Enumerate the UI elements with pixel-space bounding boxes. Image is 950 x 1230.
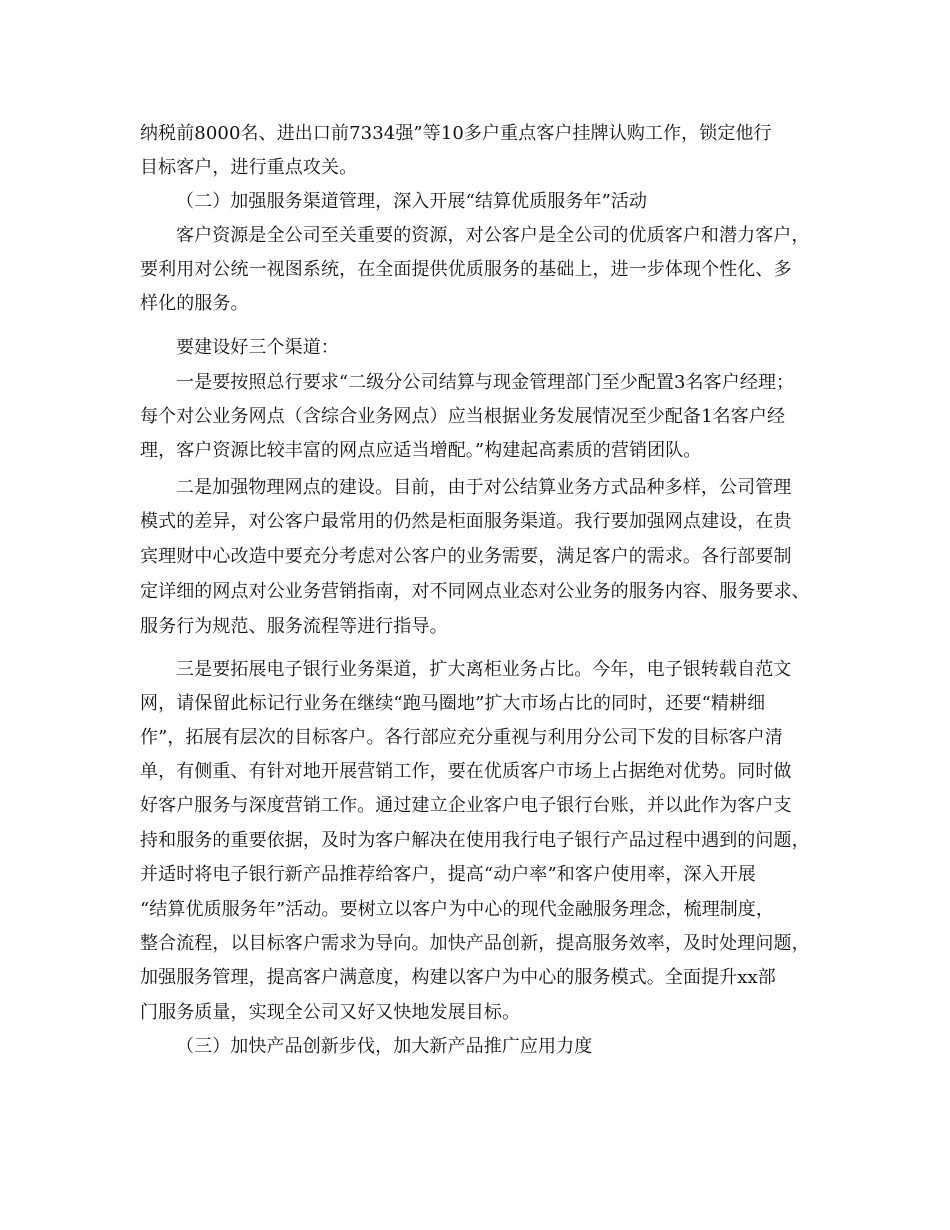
paragraph-line: 纳税前8000名、进出口前7334强”等10多户重点客户挂牌认购工作，锁定他行 — [140, 123, 772, 144]
paragraph-line: 定详细的网点对公业务营销指南，对不同网点业态对公业务的服务内容、服务要求、 — [140, 581, 810, 602]
paragraph-line: “结算优质服务年”活动。要树立以客户为中心的现代金融服务理念，梳理制度， — [140, 899, 775, 920]
paragraph-line: 目标客户，进行重点攻关。 — [140, 157, 358, 178]
paragraph-line: 整合流程，以目标客户需求为导向。加快产品创新，提高服务效率，及时处理问题， — [140, 933, 810, 954]
paragraph-line: 要利用对公统一视图系统，在全面提供优质服务的基础上，进一步体现个性化、多 — [140, 259, 792, 280]
paragraph-line: 并适时将电子银行新产品推荐给客户，提高“动户率”和客户使用率，深入开展 — [140, 864, 756, 885]
paragraph-line: 要建设好三个渠道： — [176, 337, 339, 358]
paragraph-line: 门服务质量，实现全公司又好又快地发展目标。 — [140, 1002, 521, 1023]
paragraph-line: 每个对公业务网点（含综合业务网点）应当根据业务发展情况至少配备1名客户经 — [140, 406, 786, 427]
paragraph-line: 模式的差异，对公客户最常用的仍然是柜面服务渠道。我行要加强网点建设，在贵 — [140, 511, 792, 532]
paragraph-line: 好客户服务与深度营销工作。通过建立企业客户电子银行台账，并以此作为客户支 — [140, 795, 792, 816]
paragraph-line: 网，请保留此标记行业务在继续“跑马圈地”扩大市场占比的同时，还要“精耕细 — [140, 693, 766, 714]
section-heading: （二）加强服务渠道管理，深入开展“结算优质服务年”活动 — [176, 191, 648, 212]
paragraph-line: 理，客户资源比较丰富的网点应适当增配。”构建起高素质的营销团队。 — [140, 440, 702, 461]
paragraph-line: 服务行为规范、服务流程等进行指导。 — [140, 616, 448, 637]
paragraph-line: 三是要拓展电子银行业务渠道，扩大离柜业务占比。今年，电子银转载自范文 — [176, 659, 792, 680]
paragraph-line: 客户资源是全公司至关重要的资源，对公客户是全公司的优质客户和潜力客户， — [176, 225, 810, 246]
paragraph-line: 二是加强物理网点的建设。目前，由于对公结算业务方式品种多样，公司管理 — [176, 477, 792, 498]
paragraph-line: 样化的服务。 — [140, 293, 249, 314]
paragraph-line: 持和服务的重要依据，及时为客户解决在使用我行电子银行产品过程中遇到的问题， — [140, 830, 810, 851]
paragraph-line: 宾理财中心改造中要充分考虑对公客户的业务需要，满足客户的需求。各行部要制 — [140, 546, 792, 567]
paragraph-line: 单，有侧重、有针对地开展营销工作，要在优质客户市场上占据绝对优势。同时做 — [140, 761, 792, 782]
section-heading: （三）加快产品创新步伐，加大新产品推广应用力度 — [176, 1036, 593, 1057]
paragraph-line: 一是要按照总行要求“二级分公司结算与现金管理部门至少配置3名客户经理； — [176, 372, 795, 393]
paragraph-line: 加强服务管理，提高客户满意度，构建以客户为中心的服务模式。全面提升xx部 — [140, 967, 776, 988]
paragraph-line: 作”，拓展有层次的目标客户。各行部应充分重视与利用分公司下发的目标客户清 — [140, 727, 783, 748]
